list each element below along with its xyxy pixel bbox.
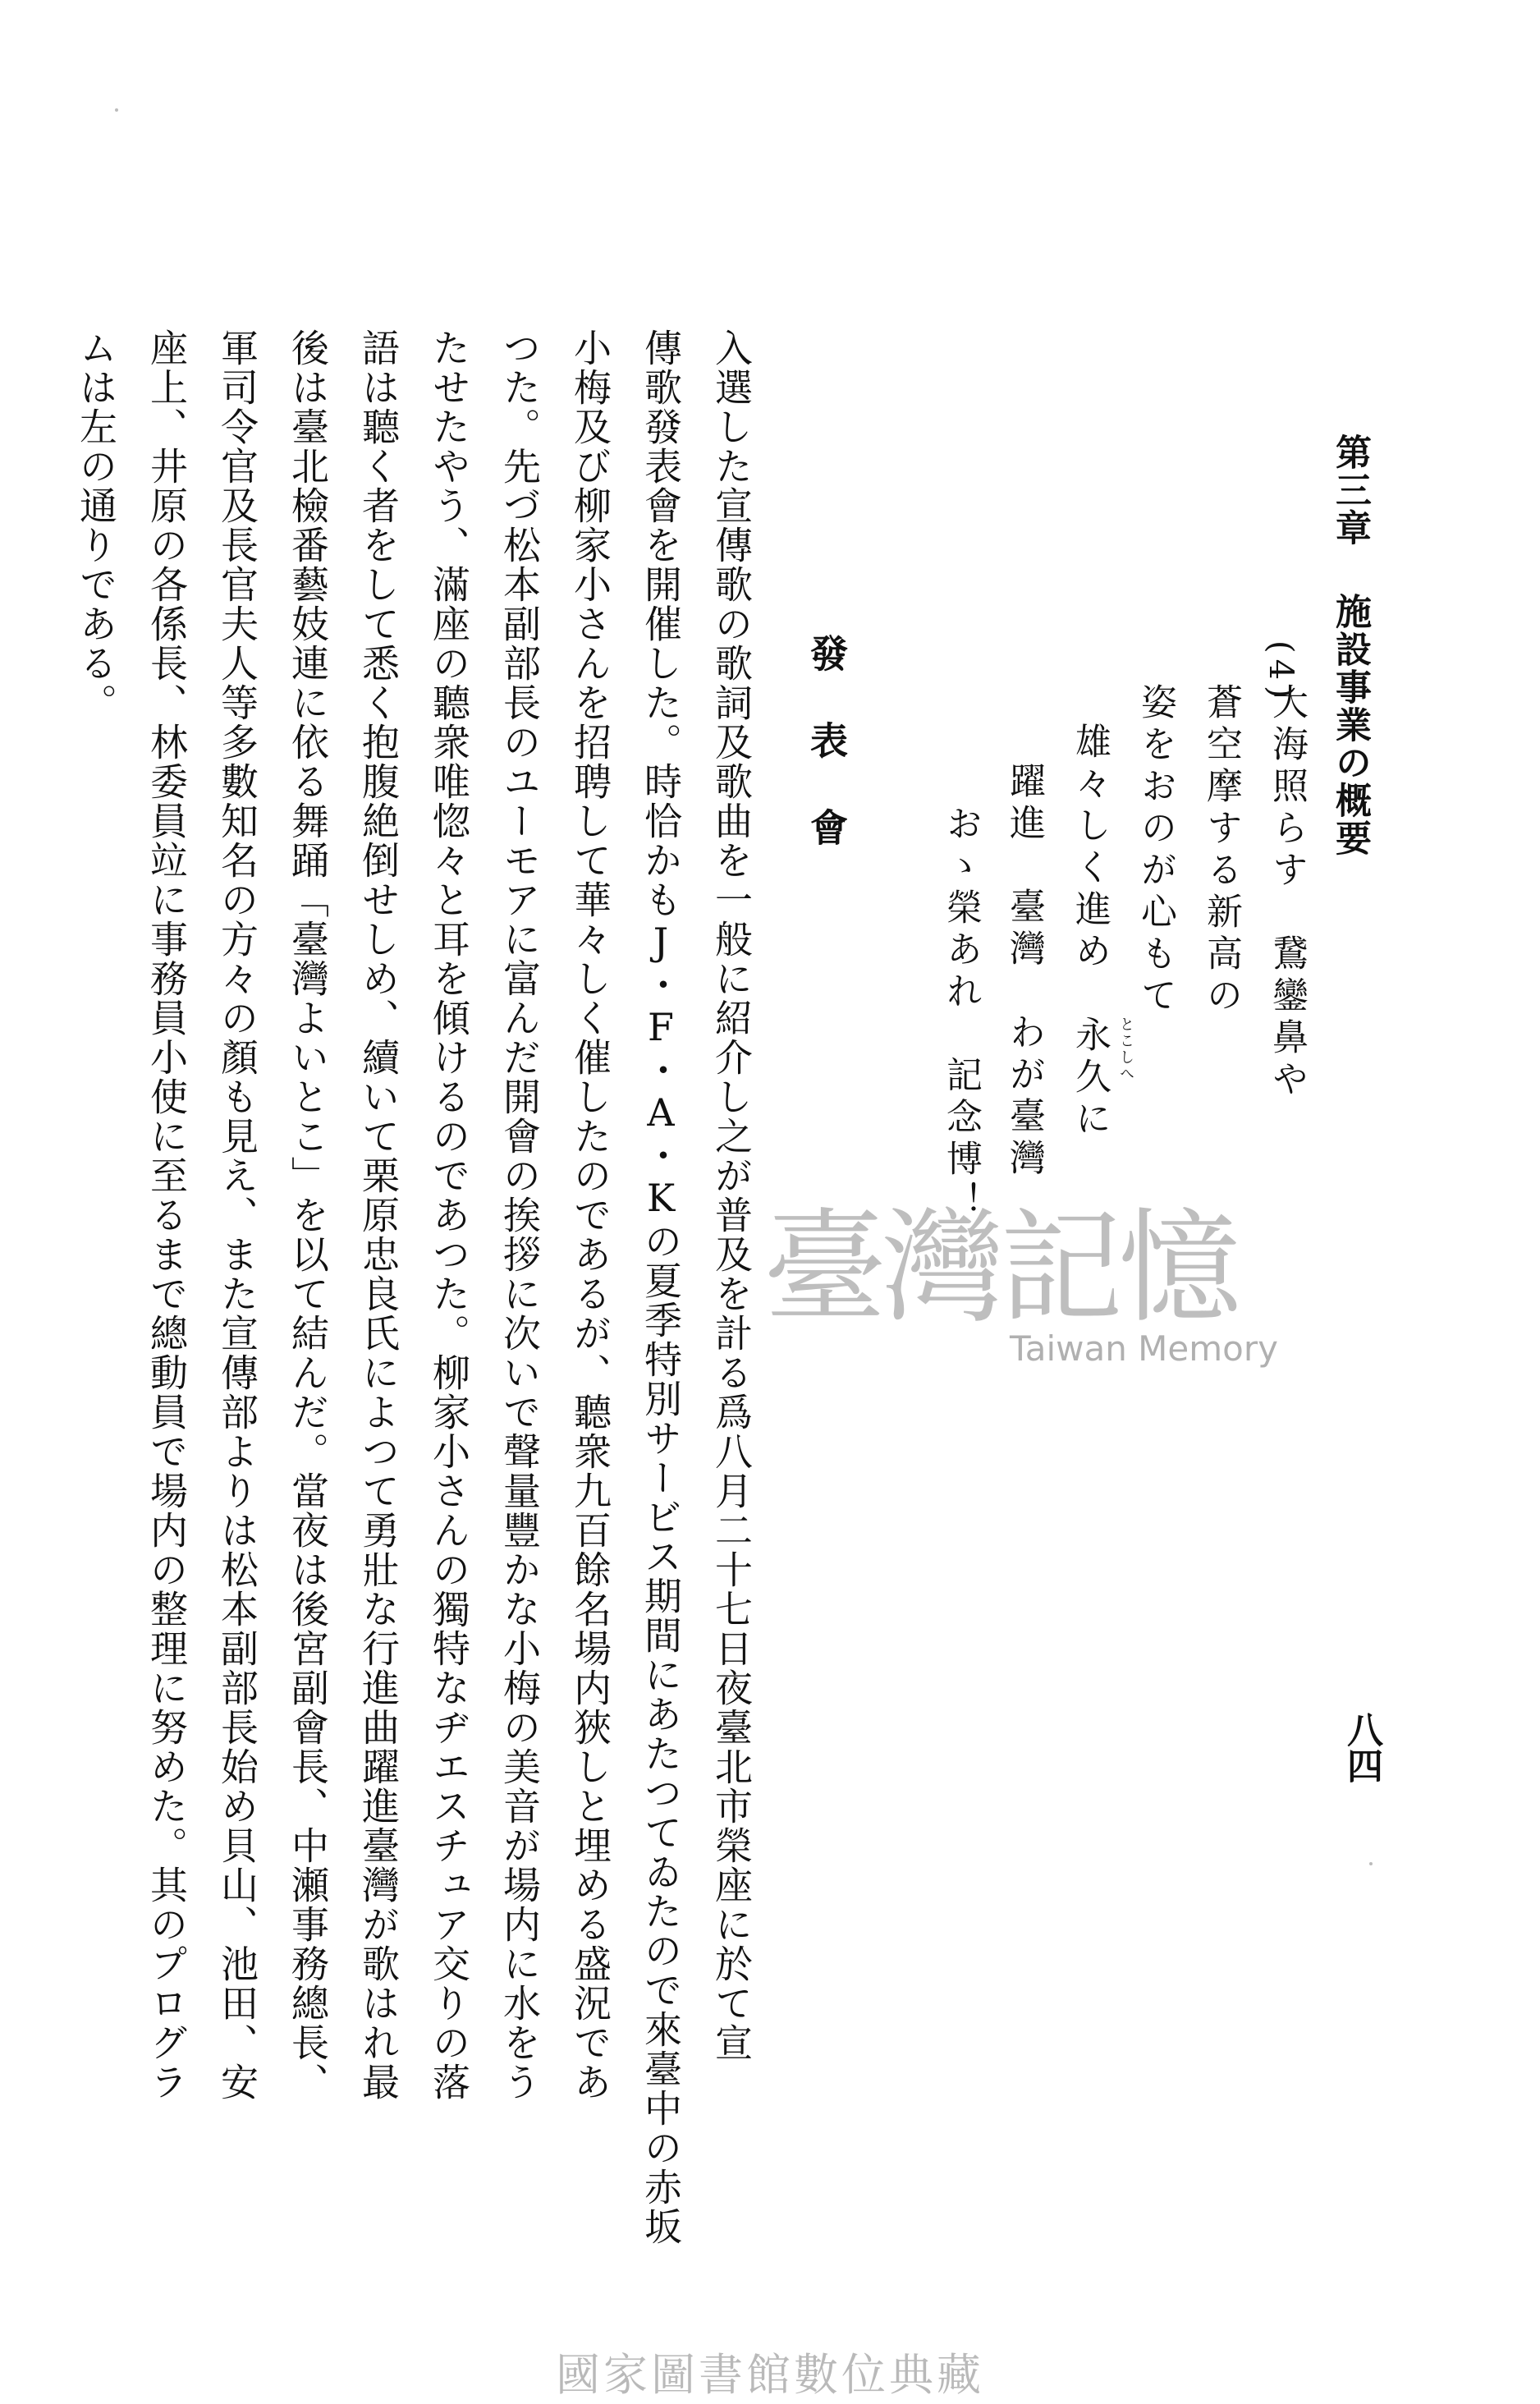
body-column: 軍司令官及長官夫人等多數知名の方々の顏も見え、また宣傳部よりは松本副部長始め貝山、池田、安 bbox=[215, 328, 259, 2102]
page-number: 八四 bbox=[1341, 1711, 1382, 1783]
body-column: たせたやう、滿座の聽衆唯惚々と耳を傾けるのであつた。柳家小さんの獨特なヂエスチュア交りの落 bbox=[427, 328, 471, 2102]
body-column: 後は臺北檢番藝妓連に依る舞踊「臺灣よいとこ」を以て結んだ。當夜は後宮副會長、中瀬事務總長、 bbox=[286, 328, 330, 2102]
body-column: ムは左の通りである。 bbox=[74, 328, 118, 723]
chapter-title: 施設事業の概要 bbox=[1329, 593, 1371, 857]
song-line: 姿をおのが心もて bbox=[1134, 683, 1176, 1018]
song-line: 躍進 臺灣 わが臺灣 bbox=[1003, 762, 1045, 1181]
body-column: 小梅及び柳家小さんを招聘して華々しく催したのであるが、聽衆九百餘名場内狹しと埋める盛況であ bbox=[568, 328, 612, 2102]
footer-watermark: 國家圖書館數位典藏 bbox=[556, 2349, 984, 2401]
song-number: (4) bbox=[1262, 640, 1299, 704]
chapter-label: 第三章 bbox=[1329, 434, 1371, 547]
body-column: 入選した宣傳歌の歌詞及歌曲を一般に紹介し之が普及を計る爲八月二十七日夜臺北市榮座に於て宣 bbox=[709, 328, 754, 2062]
body-column: 語は聽く者をして悉く抱腹絶倒せしめ、續いて栗原忠良氏によつて勇壯な行進曲躍進臺灣が歌はれ最 bbox=[356, 328, 401, 2102]
scan-speck bbox=[115, 108, 118, 112]
song-line: 雄々しく進め 永久に bbox=[1069, 723, 1111, 1141]
song-line: 大海照らす 鵞鑾鼻や bbox=[1266, 683, 1308, 1102]
watermark-logo bbox=[763, 1197, 1289, 1388]
section-heading: 發表會 bbox=[804, 634, 849, 895]
scan-speck bbox=[1369, 1862, 1373, 1865]
body-column: 傳歌發表會を開催した。時恰かもJ・F・A・Kの夏季特別サービス期間にあたつてゐたので來臺中の赤坂 bbox=[639, 328, 683, 2246]
song-line: おゝ榮あれ 記念博！ bbox=[940, 805, 982, 1223]
ruby-annotation: とこしへ bbox=[1117, 1016, 1134, 1082]
body-column: つた。先づ松本副部長のユーモアに富んだ開會の挨拶に次いで聲量豐かな小梅の美音が場内に水をう bbox=[497, 328, 542, 2102]
watermark-latin: Taiwan Memory bbox=[1010, 1328, 1278, 1369]
song-line: 蒼空摩する新高の bbox=[1200, 683, 1242, 1018]
body-column: 座上、井原の各係長、林委員竝に事務員小使に至るまで總動員で場内の整理に努めた。其のプログラ bbox=[144, 328, 189, 2102]
running-header bbox=[1329, 434, 1371, 857]
watermark-chars: 臺灣記憶 bbox=[763, 1197, 1237, 1340]
